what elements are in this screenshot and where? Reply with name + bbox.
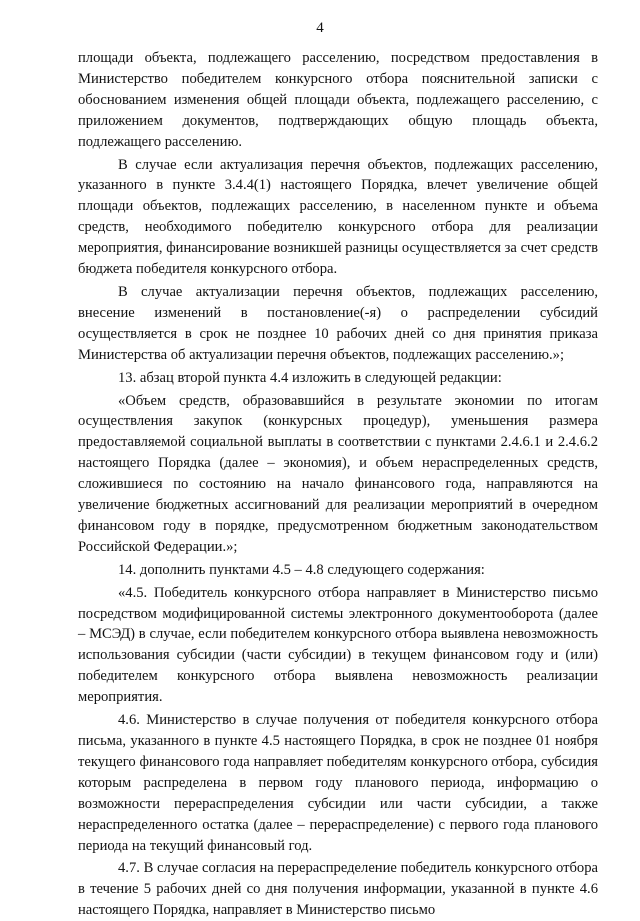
paragraph: В случае если актуализация перечня объектов, подлежащих расселению, указанного в пункте 3.4.4(1) настоящего Порядка, влечет увеличение общей площади объектов, подлежащих расселению, в населенном пункте и объема средств, необходимого победителю конкурсного отбора для реализации мероприятия, финансирование возникшей разницы осуществляется за счет средств бюджета победителя конкурсного отбора. bbox=[78, 156, 598, 278]
paragraph: площади объекта, подлежащего расселению, посредством предоставления в Министерство победителем конкурсного отбора пояснительной записки с обоснованием изменения общей площади объекта, подлежащего расселению, с приложением документов, подтверждающих общую площадь объекта, подлежащего расселению. bbox=[78, 50, 598, 150]
paragraph: 4.6. Министерство в случае получения от победителя конкурсного отбора письма, указанного в пункте 4.5 настоящего Порядка, в срок не позднее 01 ноября текущего финансового года направляет победителям конкурсного отбора, субсидия которым распределена в первом году планового периода, информацию о возможности перераспределения субсидии или части субсидии, а также нераспределенного остатка (далее – перераспределение) с первого года планового периода на текущий финансовый год. bbox=[78, 712, 598, 854]
paragraph: В случае актуализации перечня объектов, подлежащих расселению, внесение изменений в постановление(-я) о распределении субсидий осуществляется в срок не позднее 10 рабочих дней со дня принятия приказа Министерства об актуализации перечня объектов, подлежащих расселению.»; bbox=[78, 283, 598, 363]
page-number: 4 bbox=[316, 20, 324, 36]
paragraph: «Объем средств, образовавшийся в результате экономии по итогам осуществления закупок (конкурсных процедур), уменьшения размера предоставляемой социальной выплаты в соответствии с пунктами 2.4.6.1 и 2.4.6.2 настоящего Порядка (далее – экономия), и объем нераспределенных средств, сложившиеся по состоянию на начало финансового года, направляются на увеличение бюджетных ассигнований для реализации мероприятий в очередном финансовом году в порядке, предусмотренном бюджетным законодательством Российской Федерации.»; bbox=[78, 392, 598, 555]
paragraph: 13. абзац второй пункта 4.4 изложить в следующей редакции: bbox=[118, 369, 502, 386]
paragraph: «4.5. Победитель конкурсного отбора направляет в Министерство письмо посредством модифицированной системы электронного документооборота (далее – МСЭД) в случае, если победителем конкурсного отбора выявлена невозможность использования субсидии (части субсидии) в текущем финансовом году и (или) победителем конкурсного отбора выявлена невозможность реализации мероприятия. bbox=[78, 584, 598, 706]
paragraph: 14. дополнить пунктами 4.5 – 4.8 следующего содержания: bbox=[118, 561, 485, 578]
paragraph: 4.7. В случае согласия на перераспределение победитель конкурсного отбора в течение 5 рабочих дней со дня получения информации, указанной в пункте 4.6 настоящего Порядка, направляет в Министерство письмо bbox=[78, 860, 598, 919]
document-body bbox=[78, 48, 598, 921]
